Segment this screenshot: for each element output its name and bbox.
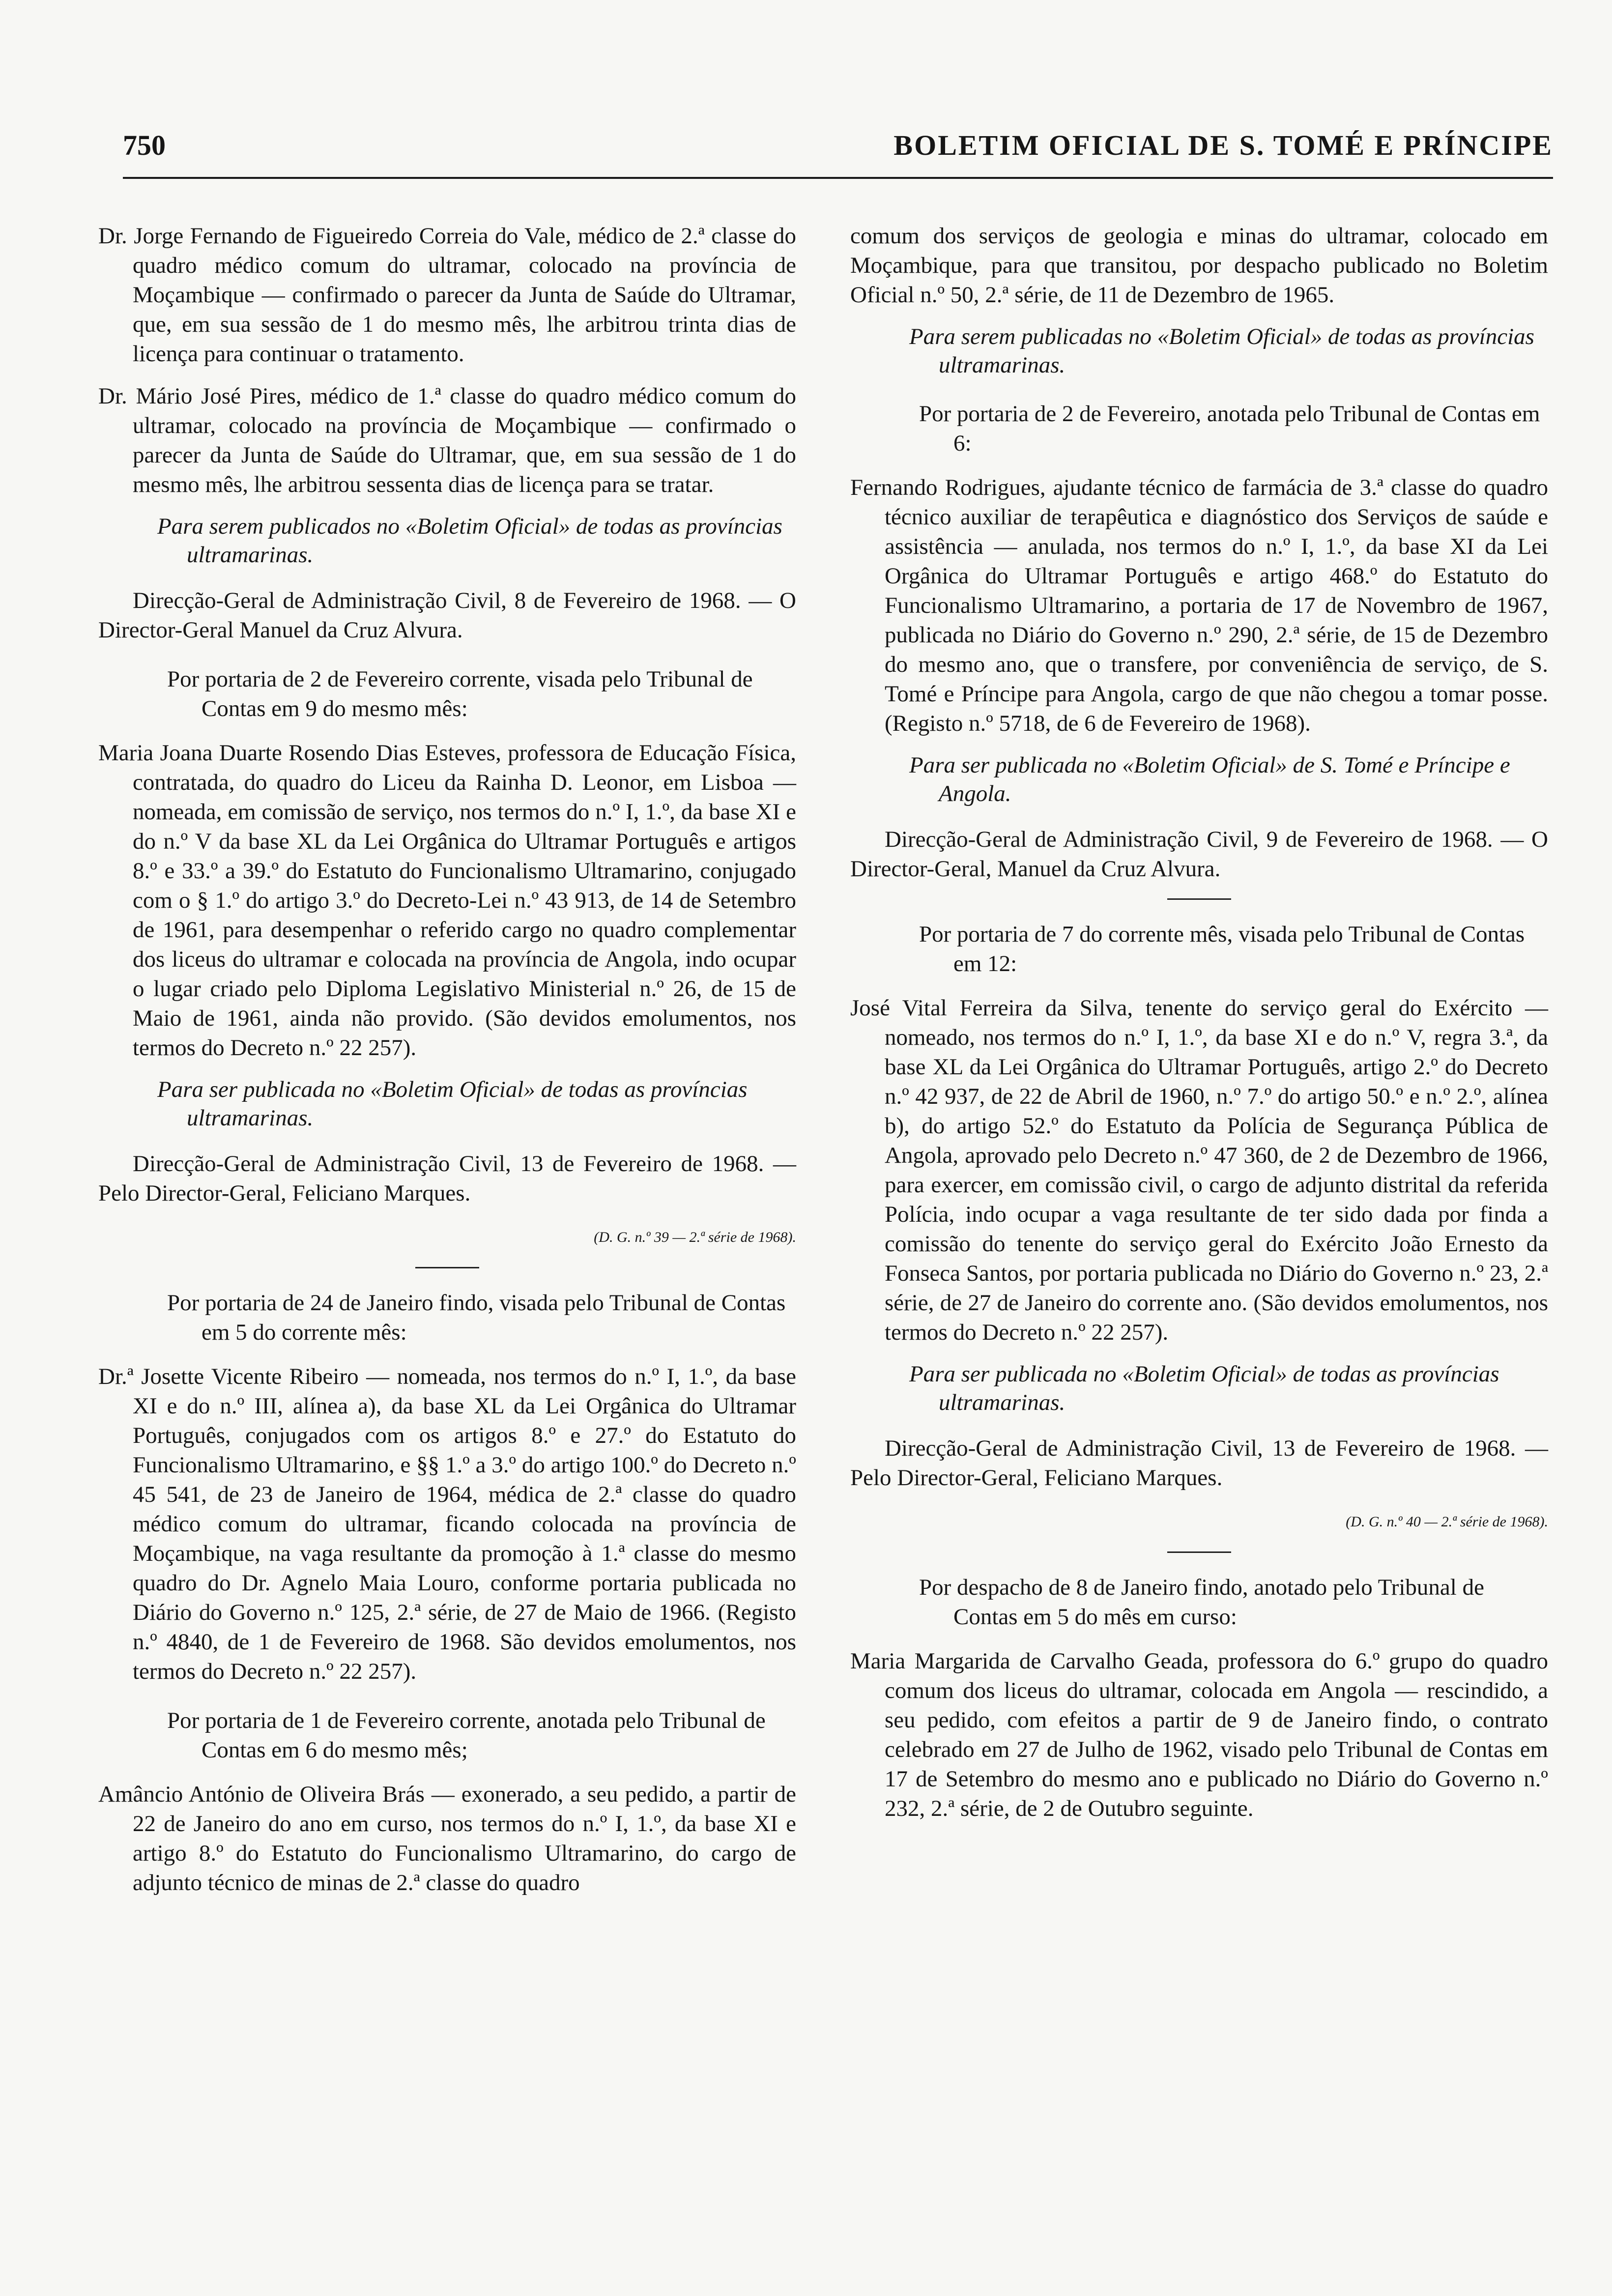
publication-note: Para serem publicadas no «Boletim Oficial» de todas as províncias ultramarinas. [909, 324, 1534, 378]
gazette-reference: (D. G. n.º 39 — 2.ª série de 1968). [594, 1229, 796, 1245]
entry-continuation: comum dos serviços de geologia e minas do ultramar, colocado em Moçambique, para que transitou, por despacho publicado no Boletim Oficial n.º 50, 2.ª série, de 11 de Dezembro de 1965. [850, 223, 1548, 308]
separator-rule [1167, 1551, 1231, 1553]
publication-note: Para ser publicada no «Boletim Oficial» de S. Tomé e Príncipe e Angola. [909, 752, 1510, 806]
portaria-intro: Por portaria de 24 de Janeiro findo, visada pelo Tribunal de Contas em 5 do corrente mês: [167, 1290, 786, 1345]
running-title: BOLETIM OFICIAL DE S. TOMÉ E PRÍNCIPE [893, 129, 1553, 161]
signature-line: Direcção-Geral de Administração Civil, 9 de Fevereiro de 1968. — O Director-Geral, Manuel da Cruz Alvura. [850, 827, 1548, 882]
publication-note: Para ser publicada no «Boletim Oficial» de todas as províncias ultramarinas. [909, 1361, 1499, 1415]
page-number: 750 [123, 129, 166, 161]
portaria-intro: Por portaria de 2 de Fevereiro, anotada pelo Tribunal de Contas em 6: [919, 401, 1540, 456]
entry-amancio-bras: Amâncio António de Oliveira Brás — exonerado, a seu pedido, a partir de 22 de Janeiro do ano em curso, nos termos do n.º I, 1.º, da base XI e artigo 8.º do Estatuto do Funcionalismo Ultramarino, do cargo de adjunto técnico de minas de 2.ª classe do quadro [98, 1781, 796, 1895]
publication-note: Para serem publicados no «Boletim Oficial» de todas as províncias ultramarinas. [157, 514, 782, 568]
portaria-intro: Por portaria de 7 do corrente mês, visada pelo Tribunal de Contas em 12: [919, 921, 1525, 976]
entry-maria-geada: Maria Margarida de Carvalho Geada, professora do 6.º grupo do quadro comum dos liceus do ultramar, colocada em Angola — rescindido, a seu pedido, com efeitos a partir de 9 de Janeiro findo, o contrato celebrado em 27 de Julho de 1962, visado pelo Tribunal de Contas em 17 de Setembro do mesmo ano e publicado no Diário do Governo n.º 232, 2.ª série, de 2 de Outubro seguinte. [850, 1648, 1548, 1821]
right-column [850, 221, 1548, 1836]
entry-josette-ribeiro: Dr.ª Josette Vicente Ribeiro — nomeada, nos termos do n.º I, 1.º, da base XI e do n.º III, alínea a), da base XL da Lei Orgânica do Ultramar Português, conjugados com os artigos 8.º e 27.º do Estatuto do Funcionalismo Ultramarino, e §§ 1.º a 3.º do artigo 100.º do Decreto n.º 45 541, de 23 de Janeiro de 1964, médica de 2.ª classe do quadro médico comum do ultramar, ficando colocada na província de Moçambique, na vaga resultante da promoção à 1.ª classe do mesmo quadro do Dr. Agnelo Maia Louro, conforme portaria publicada no Diário do Governo n.º 125, 2.ª série, de 27 de Maio de 1966. (Registo n.º 4840, de 1 de Fevereiro de 1968. São devidos emolumentos, nos termos do Decreto n.º 22 257). [98, 1364, 796, 1684]
separator-rule [1167, 898, 1231, 900]
portaria-intro: Por portaria de 2 de Fevereiro corrente, visada pelo Tribunal de Contas em 9 do mesmo mês: [167, 666, 753, 721]
signature-line: Direcção-Geral de Administração Civil, 13 de Fevereiro de 1968. — Pelo Director-Geral, Feliciano Marques. [98, 1151, 796, 1206]
gazette-reference: (D. G. n.º 40 — 2.ª série de 1968). [1346, 1514, 1548, 1530]
portaria-intro: Por portaria de 1 de Fevereiro corrente, anotada pelo Tribunal de Contas em 6 do mesmo mês; [167, 1708, 766, 1763]
entry-mario-pires: Dr. Mário José Pires, médico de 1.ª classe do quadro médico comum do ultramar, colocado na província de Moçambique — confirmado o parecer da Junta de Saúde do Ultramar, que, em sua sessão de 1 do mesmo mês, lhe arbitrou sessenta dias de licença para se tratar. [98, 383, 796, 497]
entry-fernando-rodrigues: Fernando Rodrigues, ajudante técnico de farmácia de 3.ª classe do quadro técnico auxiliar de terapêutica e diagnóstico dos Serviços de saúde e assistência — anulada, nos termos do n.º I, 1.º, da base XI da Lei Orgânica do Ultramar Português e artigo 468.º do Estatuto do Funcionalismo Ultramarino, a portaria de 17 de Novembro de 1967, publicada no Diário do Governo n.º 290, 2.ª série, de 15 de Dezembro do mesmo ano, que o transfere, por conveniência de serviço, de S. Tomé e Príncipe para Angola, cargo de que não chegou a tomar posse. (Registo n.º 5718, de 6 de Fevereiro de 1968). [850, 475, 1548, 736]
entry-jose-silva: José Vital Ferreira da Silva, tenente do serviço geral do Exército — nomeado, nos termos do n.º I, 1.º, da base XI e do n.º V, regra 3.ª, da base XL da Lei Orgânica do Ultramar Português, artigo 2.º do Decreto n.º 42 937, de 22 de Abril de 1960, n.º 7.º do artigo 50.º e n.º 2.º, alínea b), do artigo 52.º do Estatuto da Polícia de Segurança Pública de Angola, aprovado pelo Decreto n.º 47 360, de 2 de Dezembro de 1966, para exercer, em comissão civil, o cargo de adjunto distrital da referida Polícia, indo ocupar a vaga resultante de ter sido dada por finda a comissão do tenente do serviço geral do Exército João Ernesto da Fonseca Santos, por portaria publicada no Diário do Governo n.º 23, 2.ª série, de 27 de Janeiro do corrente ano. (São devidos emolumentos, nos termos do Decreto n.º 22 257). [850, 995, 1548, 1345]
signature-line: Direcção-Geral de Administração Civil, 8 de Fevereiro de 1968. — O Director-Geral Manuel da Cruz Alvura. [98, 588, 796, 643]
signature-line: Direcção-Geral de Administração Civil, 13 de Fevereiro de 1968. — Pelo Director-Geral, Feliciano Marques. [850, 1435, 1548, 1491]
entry-maria-esteves: Maria Joana Duarte Rosendo Dias Esteves, professora de Educação Física, contratada, do quadro do Liceu da Rainha D. Leonor, em Lisboa — nomeada, em comissão de serviço, nos termos do n.º I, 1.º, da base XI e do n.º V da base XL da Lei Orgânica do Ultramar Português e artigos 8.º e 33.º a 39.º do Estatuto do Funcionalismo Ultramarino, conjugado com o § 1.º do artigo 3.º do Decreto-Lei n.º 43 913, de 14 de Setembro de 1961, para desempenhar o referido cargo no quadro complementar dos liceus do ultramar e colocada na província de Angola, indo ocupar o lugar criado pelo Diploma Legislativo Ministerial n.º 26, de 15 de Maio de 1961, ainda não provido. (São devidos emolumentos, nos termos do Decreto n.º 22 257). [98, 740, 796, 1061]
separator-rule [415, 1267, 479, 1268]
despacho-intro: Por despacho de 8 de Janeiro findo, anotado pelo Tribunal de Contas em 5 do mês em curso: [919, 1575, 1484, 1630]
left-column [98, 221, 796, 1910]
page-header [123, 129, 1553, 179]
publication-note: Para ser publicada no «Boletim Oficial» de todas as províncias ultramarinas. [157, 1077, 748, 1131]
entry-jorge-vale: Dr. Jorge Fernando de Figueiredo Correia do Vale, médico de 2.ª classe do quadro médico comum do ultramar, colocado na província de Moçambique — confirmado o parecer da Junta de Saúde do Ultramar, que, em sua sessão de 1 do mesmo mês, lhe arbitrou trinta dias de licença para continuar o tratamento. [98, 223, 796, 367]
